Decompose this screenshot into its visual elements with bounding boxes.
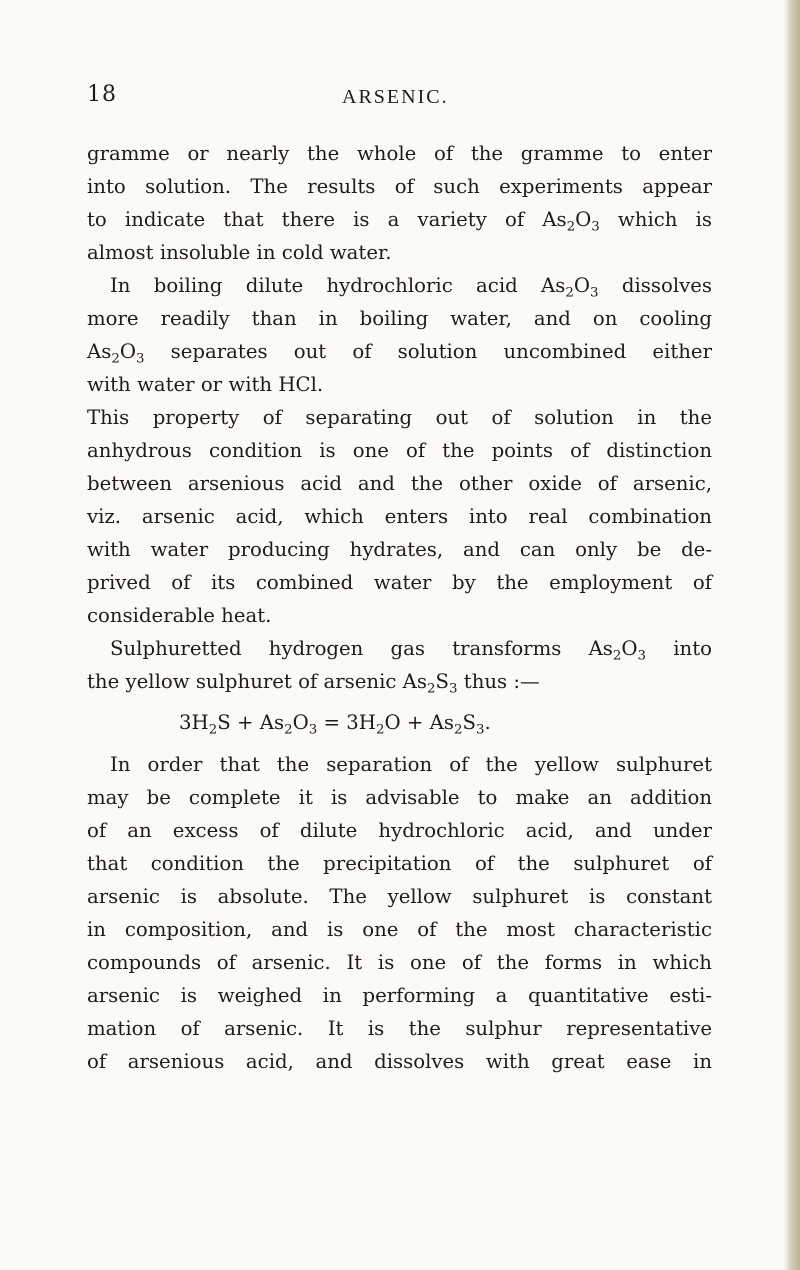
formula-arsenious-oxide: $As_2O_3$: [542, 208, 600, 235]
formula-arsenious-oxide: $As_2O_3$: [87, 340, 145, 367]
equation-end: .: [484, 711, 491, 734]
text-segment: separates out of solution uncombined either: [144, 340, 712, 363]
text-line: This property of separating out of solution in the: [87, 406, 712, 429]
text-segment: the yellow sulphuret of arsenic: [87, 670, 403, 693]
text-line: considerable heat.: [87, 604, 272, 627]
text-line: more readily than in boiling water, and on cooling: [87, 307, 712, 330]
running-title: ARSENIC.: [342, 86, 449, 108]
text-segment: dissolves: [598, 274, 712, 297]
text-line: may be complete it is advisable to make an addition: [87, 786, 712, 809]
text-line: of an excess of dilute hydrochloric acid, and under: [87, 819, 712, 842]
chemical-equation: [87, 698, 712, 748]
page-number: 18: [87, 82, 117, 107]
text-line: [87, 632, 712, 665]
text-line: in composition, and is one of the most characteristic: [87, 918, 712, 941]
text-line: with water producing hydrates, and can only be de-: [87, 538, 712, 561]
text-line: with water or with HCl.: [87, 373, 324, 396]
text-segment: into: [646, 637, 712, 660]
text-line: arsenic is weighed in performing a quantitative esti-: [87, 984, 712, 1007]
text-line: between arsenious acid and the other oxide of arsenic,: [87, 472, 712, 495]
text-segment: to indicate that there is a variety of: [87, 208, 543, 231]
text-segment: In boiling dilute hydrochloric acid: [110, 274, 542, 297]
text-segment: Sulphuretted hydrogen gas transforms: [110, 637, 589, 660]
page-header: [87, 82, 717, 122]
formula-arsenious-oxide: $As_2O_3$: [541, 274, 599, 301]
equation-arsenic-sulphuret: $As_2S_3$: [429, 711, 485, 738]
text-line: [87, 335, 712, 368]
text-line: into solution. The results of such experiments appear: [87, 175, 712, 198]
equation-equals: =: [317, 711, 347, 734]
equation-hydrogen-sulphide: $3H_2S$: [179, 711, 231, 738]
text-line: gramme or nearly the whole of the gramme to enter: [87, 142, 712, 165]
equation-plus: +: [400, 711, 430, 734]
text-line: mation of arsenic. It is the sulphur representative: [87, 1017, 712, 1040]
text-line: compounds of arsenic. It is one of the forms in which: [87, 951, 712, 974]
text-segment: thus :—: [457, 670, 540, 693]
text-line: viz. arsenic acid, which enters into real combination: [87, 505, 712, 528]
text-line: almost insoluble in cold water.: [87, 241, 392, 264]
text-line: anhydrous condition is one of the points of distinction: [87, 439, 712, 462]
formula-arsenious-oxide: $As_2O_3$: [588, 637, 647, 664]
text-segment: which is: [599, 208, 713, 231]
text-line: prived of its combined water by the employment of: [87, 571, 712, 594]
text-line: arsenic is absolute. The yellow sulphuret is constant: [87, 885, 712, 908]
text-line: that condition the precipitation of the sulphuret of: [87, 852, 712, 875]
formula-arsenic-sulphuret: $As_2S_3$: [402, 670, 458, 697]
text-line: [87, 269, 712, 302]
text-line: [87, 203, 712, 236]
equation-arsenious-oxide: $As_2O_3$: [259, 711, 318, 738]
text-line: of arsenious acid, and dissolves with great ease in: [87, 1050, 712, 1073]
text-line: [87, 665, 712, 698]
equation-plus: +: [230, 711, 260, 734]
page-edge-shadow: [784, 0, 800, 1270]
body-text: [87, 137, 712, 1078]
text-line: In order that the separation of the yellow sulphuret: [110, 753, 712, 776]
equation-water: $3H_2O$: [346, 711, 401, 738]
